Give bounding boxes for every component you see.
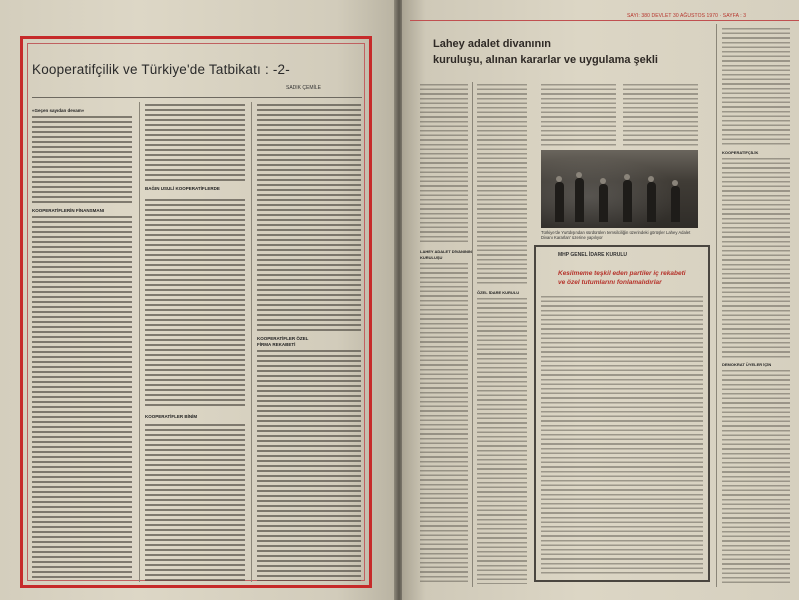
text-column-r1b — [420, 263, 468, 583]
article-title: Kooperatifçilik ve Türkiye'de Tatbikatı : -2- — [32, 62, 290, 77]
boxed-article-head: MHP GENEL İDARE KURULU — [558, 252, 627, 258]
title-rule — [32, 97, 362, 98]
column-head-ozel-idare: ÖZEL İDARE KURULU — [477, 290, 520, 295]
article-byline: SADIK ÇEMİLE — [286, 85, 322, 91]
headline-line-2: kuruluşu, alınan kararlar ve uygulama şekli — [433, 54, 658, 66]
page-masthead: SAYI: 380 DEVLET 30 AĞUSTOS 1970 · SAYFA : 3 — [627, 13, 747, 19]
column-head-lahey: LAHEY ADALET DİVANININ — [420, 249, 472, 254]
text-column-3b — [257, 350, 361, 581]
subhead-financing: KOOPERATİFLERİN FİNANSMANI — [32, 208, 105, 213]
subhead-bagin: BAĞIN USULİ KOOPERATİFLERDE — [145, 186, 220, 191]
headline-line-1: Lahey adalet divanının — [433, 38, 551, 50]
text-column-2a — [145, 104, 245, 182]
subhead-binim: KOOPERATİFLER BİNİM — [145, 414, 198, 419]
text-column-r5a — [722, 28, 790, 146]
text-column-1a — [32, 116, 132, 204]
news-photo — [541, 150, 698, 228]
subhead-rekabet: FİRMA REKABETİ — [257, 342, 296, 347]
text-column-r2a — [477, 84, 527, 284]
column-divider-r5 — [716, 24, 717, 587]
text-column-r2b — [477, 298, 527, 584]
boxed-article-text — [541, 296, 703, 576]
masthead-rule — [410, 20, 799, 21]
column-head-kooperatif: KOOPERATİFÇİLİK — [722, 150, 759, 155]
text-column-r4 — [623, 84, 698, 146]
column-head-kurulus: KURULUŞU — [420, 255, 443, 260]
text-column-2c — [145, 424, 245, 581]
text-column-r1a — [420, 84, 468, 244]
text-column-r5c — [722, 370, 790, 584]
column-divider-r1 — [472, 82, 473, 587]
boxed-title-line-1: Kesilmeme teşkil eden partiler iç rekabeti — [558, 270, 686, 277]
column-divider — [139, 102, 140, 582]
column-head-demokrat: DEMOKRAT ÜYELER İÇİN — [722, 362, 772, 367]
column-divider-2 — [251, 102, 252, 582]
text-column-2b — [145, 199, 245, 409]
text-column-3a — [257, 104, 361, 332]
boxed-title-line-2: ve özel tutumlarını fonlamalıdırlar — [558, 279, 662, 286]
text-column-1b — [32, 216, 132, 581]
text-column-r3 — [541, 84, 616, 146]
text-column-r5b — [722, 158, 790, 358]
photo-caption: Türkiye'de Yurtdışından sürdürülen temsilciliğin üzerindeki görüşler Lahey Adalet Divanı Kararları' üzerine yapılıyor — [541, 230, 691, 241]
subhead-continued: «Geçen sayıdan devam» — [32, 108, 85, 113]
subhead-ozel: KOOPERATİFLER ÖZEL — [257, 336, 309, 341]
